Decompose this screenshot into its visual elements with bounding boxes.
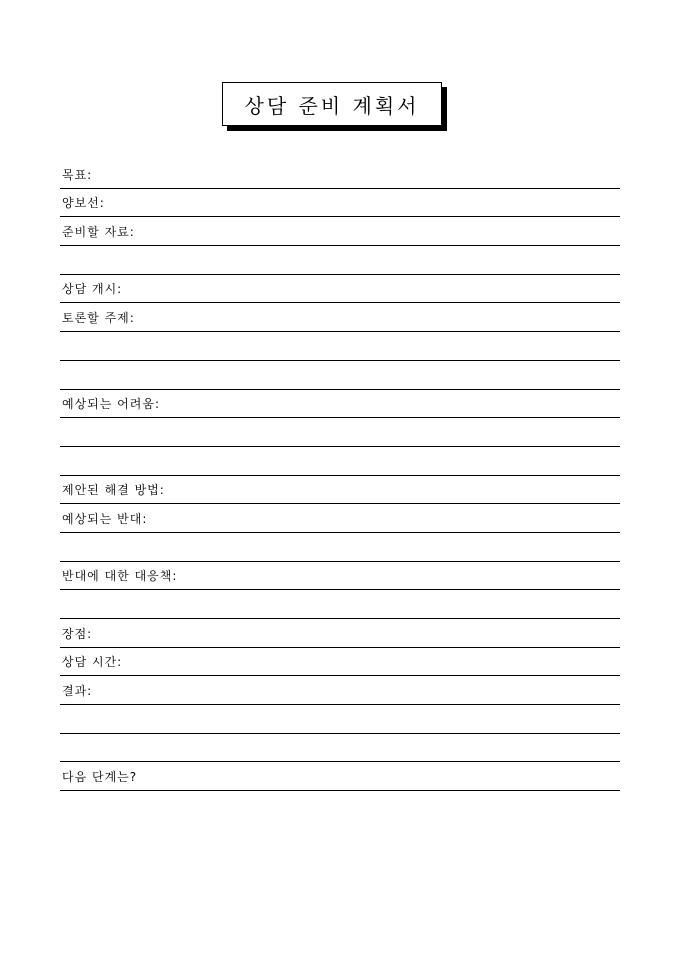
form-row-concession[interactable] — [60, 189, 620, 218]
form-row-materials[interactable] — [60, 217, 620, 246]
form-label — [60, 611, 62, 618]
form-label: 결과: — [62, 684, 93, 699]
form-row-blank[interactable] — [60, 447, 620, 476]
form-label: 예상되는 어려움: — [62, 397, 161, 412]
form-row-time[interactable] — [60, 648, 620, 677]
form-lines — [60, 160, 620, 791]
form-row-goal[interactable] — [60, 160, 620, 189]
form-row-opening[interactable] — [60, 275, 620, 304]
form-row-result[interactable] — [60, 676, 620, 705]
form-label — [60, 382, 62, 389]
form-row-solutions[interactable] — [60, 476, 620, 505]
form-row-topics[interactable] — [60, 303, 620, 332]
form-label: 준비할 자료: — [62, 225, 135, 240]
form-row-blank[interactable] — [60, 361, 620, 390]
form-label — [60, 267, 62, 274]
form-row-next-steps[interactable] — [60, 762, 620, 791]
form-row-blank[interactable] — [60, 533, 620, 562]
form-row-advantages[interactable] — [60, 619, 620, 648]
form-label — [60, 554, 62, 561]
form-row-blank[interactable] — [60, 418, 620, 447]
title-area — [222, 82, 442, 126]
form-label: 상담 개시: — [62, 282, 123, 297]
form-label: 반대에 대한 대응책: — [62, 569, 178, 584]
form-label: 다음 단계는? — [62, 770, 138, 785]
form-label — [60, 439, 62, 446]
form-label: 장점: — [62, 626, 93, 641]
form-label: 토론할 주제: — [62, 311, 135, 326]
form-label — [60, 754, 62, 761]
form-row-blank[interactable] — [60, 705, 620, 734]
form-row-difficulties[interactable] — [60, 390, 620, 419]
form-row-responses[interactable] — [60, 562, 620, 591]
form-row-objections[interactable] — [60, 504, 620, 533]
form-label — [60, 726, 62, 733]
form-label: 목표: — [62, 167, 93, 182]
form-row-blank[interactable] — [60, 332, 620, 361]
form-row-blank[interactable] — [60, 246, 620, 275]
form-label: 양보선: — [62, 196, 105, 211]
form-row-blank[interactable] — [60, 590, 620, 619]
form-label: 상담 시간: — [62, 655, 123, 670]
form-label — [60, 468, 62, 475]
document-title: 상담 준비 계획서 — [222, 82, 442, 126]
form-label: 제안된 해결 방법: — [62, 483, 165, 498]
form-label — [60, 353, 62, 360]
form-row-blank[interactable] — [60, 734, 620, 763]
form-label: 예상되는 반대: — [62, 511, 148, 526]
